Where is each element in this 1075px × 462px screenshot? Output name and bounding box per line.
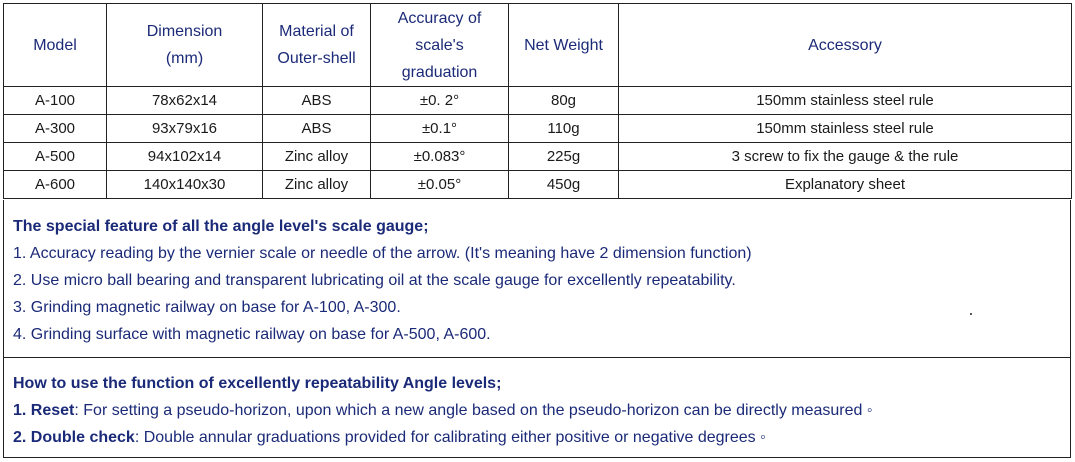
- cell-weight: 80g: [509, 87, 619, 115]
- feature-item: 1. Accuracy reading by the vernier scale or needle of the arrow. (It's meaning have 2 dimension function): [13, 245, 752, 262]
- header-accuracy: Accuracy of scale's graduation: [371, 4, 509, 87]
- table-row: [4, 115, 1072, 143]
- table-row: [4, 171, 1072, 199]
- feature-item: 2. Use micro ball bearing and transparent lubricating oil at the scale gauge for excellently repeatability.: [13, 272, 736, 289]
- header-accessory: Accessory: [619, 4, 1072, 87]
- cell-accuracy: ±0.1°: [371, 115, 509, 143]
- howto-title: How to use the function of excellently repeatability Angle levels;: [13, 375, 502, 392]
- howto-item-reset: [13, 397, 1070, 424]
- table-row: [4, 87, 1072, 115]
- header-net-weight: Net Weight: [509, 4, 619, 87]
- cell-accuracy: ±0. 2°: [371, 87, 509, 115]
- cell-accuracy: ±0.083°: [371, 143, 509, 171]
- table-header-row: [4, 4, 1072, 87]
- cell-dimension: 140x140x30: [107, 171, 263, 199]
- cell-accessory: Explanatory sheet: [619, 171, 1072, 199]
- cell-model: A-100: [4, 87, 107, 115]
- cell-accessory: 3 screw to fix the gauge & the rule: [619, 143, 1072, 171]
- cell-accessory: 150mm stainless steel rule: [619, 87, 1072, 115]
- cell-weight: 225g: [509, 143, 619, 171]
- features-section: [3, 200, 1071, 358]
- howto-text: : Double annular graduations provided for calibrating either positive or negative degrees ◦: [134, 429, 766, 446]
- howto-text: : For setting a pseudo-horizon, upon which a new angle based on the pseudo-horizon can be directly measured ◦: [74, 402, 873, 419]
- stray-dot: [970, 313, 972, 315]
- cell-dimension: 93x79x16: [107, 115, 263, 143]
- cell-material: ABS: [263, 115, 371, 143]
- cell-accessory: 150mm stainless steel rule: [619, 115, 1072, 143]
- cell-dimension: 94x102x14: [107, 143, 263, 171]
- cell-model: A-300: [4, 115, 107, 143]
- cell-material: Zinc alloy: [263, 171, 371, 199]
- cell-dimension: 78x62x14: [107, 87, 263, 115]
- cell-accuracy: ±0.05°: [371, 171, 509, 199]
- howto-term: 1. Reset: [13, 402, 75, 419]
- cell-weight: 110g: [509, 115, 619, 143]
- cell-weight: 450g: [509, 171, 619, 199]
- header-dimension: Dimension (mm): [107, 4, 263, 87]
- howto-item-double-check: [13, 424, 1070, 451]
- cell-model: A-500: [4, 143, 107, 171]
- cell-material: ABS: [263, 87, 371, 115]
- table-row: [4, 143, 1072, 171]
- cell-model: A-600: [4, 171, 107, 199]
- header-model: Model: [4, 4, 107, 87]
- spec-table: [3, 3, 1072, 199]
- feature-item: 3. Grinding magnetic railway on base for A-100, A-300.: [13, 299, 401, 316]
- cell-material: Zinc alloy: [263, 143, 371, 171]
- features-title: The special feature of all the angle level's scale gauge;: [13, 218, 429, 235]
- header-material: Material of Outer-shell: [263, 4, 371, 87]
- howto-term: 2. Double check: [13, 429, 135, 446]
- feature-item: 4. Grinding surface with magnetic railway on base for A-500, A-600.: [13, 326, 491, 343]
- howto-section: [3, 358, 1071, 458]
